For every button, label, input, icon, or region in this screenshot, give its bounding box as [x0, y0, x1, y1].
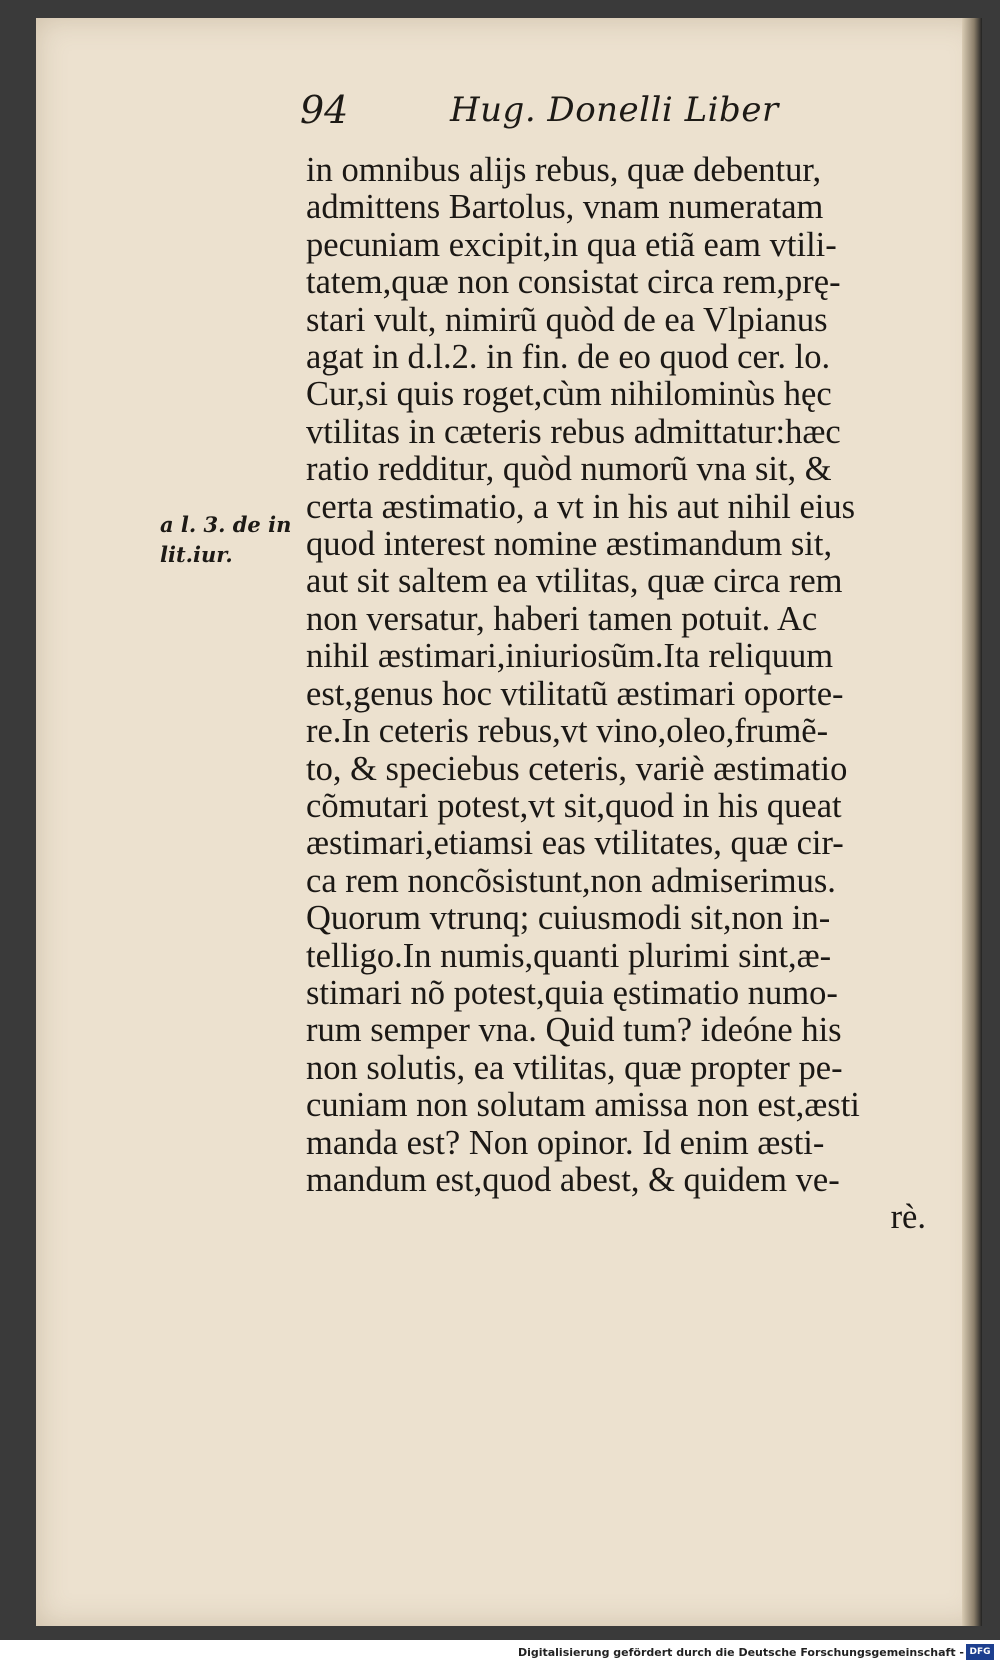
text-line: mandum est,quod abest, & quidem ve-	[306, 1160, 840, 1199]
text-line: non versatur, haberi tamen potuit. Ac	[306, 599, 818, 638]
marginal-note-line: lit.iur.	[160, 542, 233, 567]
text-line: stimari nõ potest,quia ęstimatio numo-	[306, 973, 838, 1012]
catchword: rè.	[890, 1198, 926, 1237]
digitization-footer	[0, 1640, 1000, 1666]
text-line: vtilitas in cæteris rebus admittatur:hæc	[306, 412, 841, 451]
page-number: 94	[300, 88, 349, 132]
text-line: agat in d.l.2. in fin. de eo quod cer. lo.	[306, 338, 831, 377]
body-text	[306, 152, 926, 1237]
text-line: non solutis, ea vtilitas, quæ propter pe-	[306, 1048, 843, 1087]
text-line: manda est? Non opinor. Id enim æsti-	[306, 1123, 825, 1162]
marginal-note	[160, 510, 310, 570]
text-line: re.In ceteris rebus,vt vino,oleo,frumẽ-	[306, 712, 829, 751]
text-line: to, & speciebus ceteris, variè æstimatio	[306, 749, 848, 788]
text-line: nihil æstimari,iniuriosũm.Ita reliquum	[306, 637, 834, 676]
text-line: cõmutari potest,vt sit,quod in his queat	[306, 786, 842, 825]
text-line: telligo.In numis,quanti plurimi sint,æ-	[306, 936, 832, 975]
text-line: rum semper vna. Quid tum? ideóne his	[306, 1011, 842, 1050]
page-edge	[962, 18, 982, 1626]
text-line: Quorum vtrunq; cuiusmodi sit,non in-	[306, 899, 831, 938]
text-line: tatem,quæ non consistat circa rem,prę-	[306, 263, 841, 302]
page-header	[300, 88, 800, 148]
text-line: ratio redditur, quòd numorũ vna sit, &	[306, 450, 832, 489]
text-line: aut sit saltem ea vtilitas, quæ circa rem	[306, 562, 843, 601]
running-title: Hug. Donelli Liber	[450, 90, 779, 130]
text-line: Cur,si quis roget,cùm nihilominùs hęc	[306, 375, 832, 414]
text-line: quod interest nomine æstimandum sit,	[306, 525, 833, 564]
text-line: cuniam non solutam amissa non est,æsti	[306, 1086, 860, 1125]
text-line: stari vult, nimirũ quòd de ea Vlpianus	[306, 300, 828, 339]
text-line: ca rem noncõsistunt,non admiserimus.	[306, 861, 836, 900]
text-line: admittens Bartolus, vnam numeratam	[306, 188, 824, 227]
dfg-logo-icon: DFG	[966, 1644, 994, 1660]
text-line: est,genus hoc vtilitatũ æstimari oporte-	[306, 674, 844, 713]
text-line: in omnibus alijs rebus, quæ debentur,	[306, 151, 822, 189]
marginal-note-line: a l. 3. de in	[160, 512, 292, 537]
text-line: pecuniam excipit,in qua etiã eam vtili-	[306, 225, 837, 264]
footer-credit: Digitalisierung gefördert durch die Deutsche Forschungsgemeinschaft -	[517, 1646, 964, 1659]
text-line: æstimari,etiamsi eas vtilitates, quæ cir-	[306, 824, 844, 863]
text-line: certa æstimatio, a vt in his aut nihil eius	[306, 487, 856, 526]
